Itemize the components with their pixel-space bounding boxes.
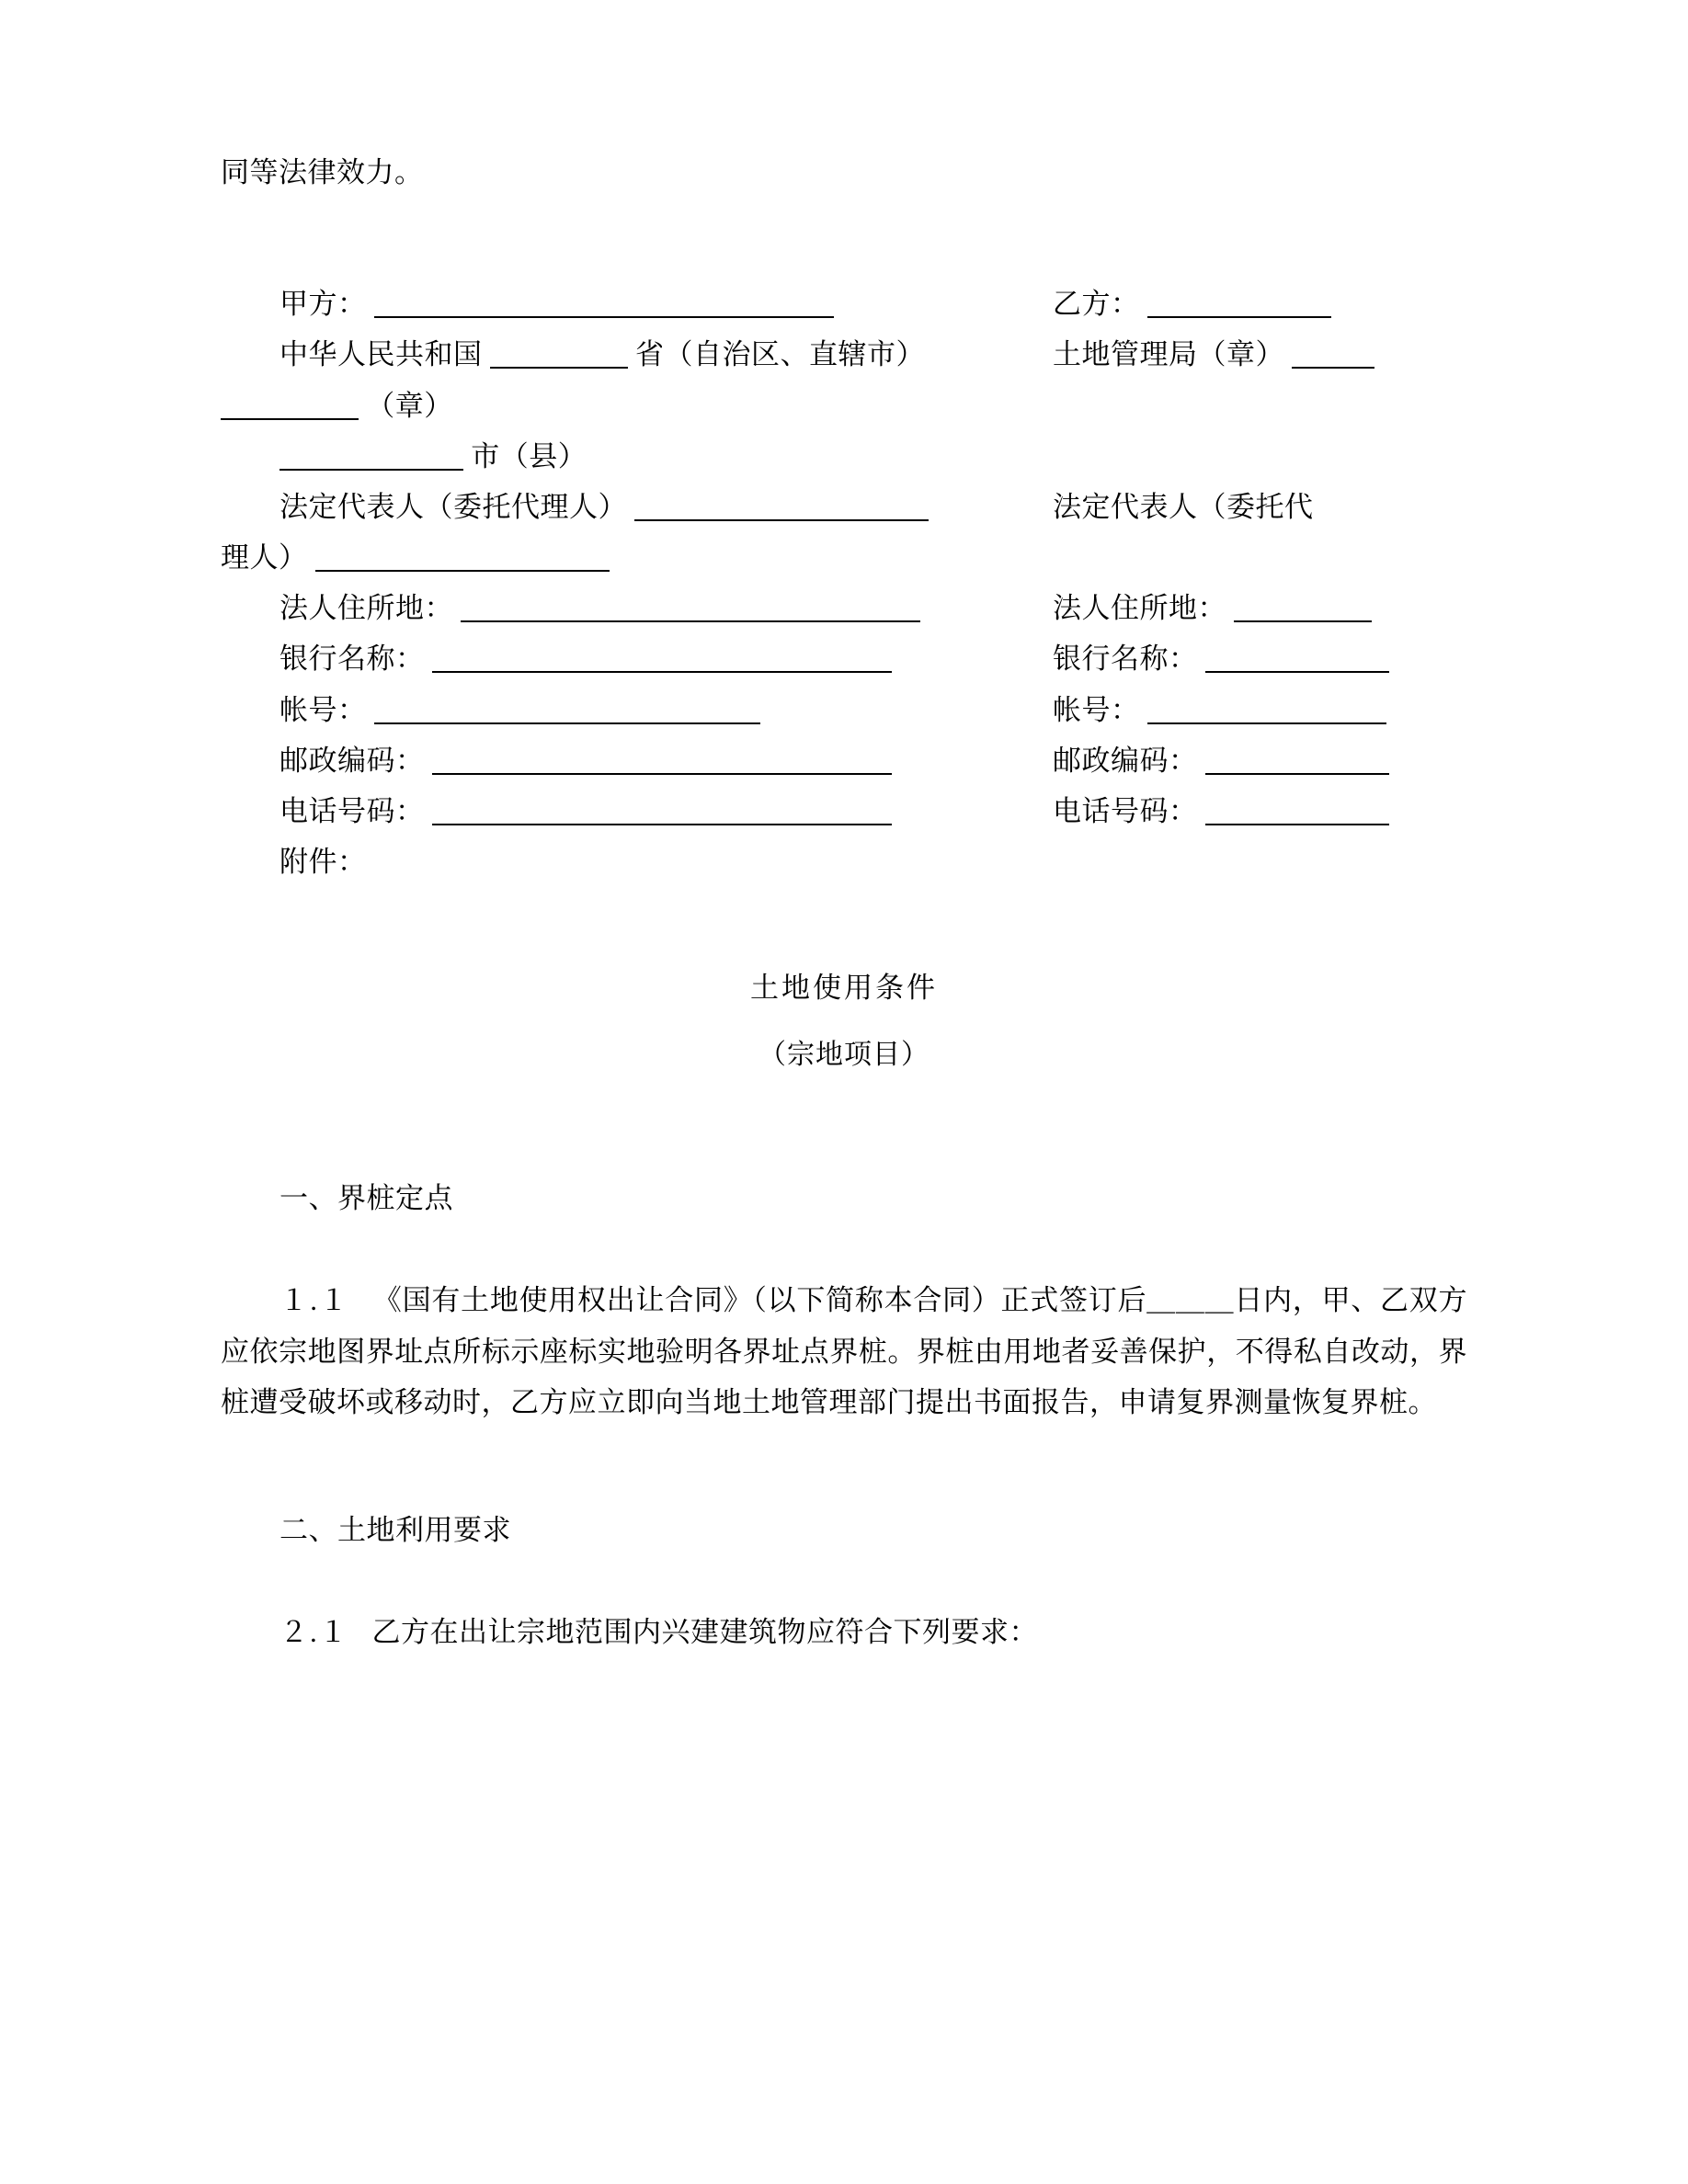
phone-b-cell bbox=[1053, 786, 1467, 836]
account-a-cell bbox=[221, 685, 1053, 735]
section-heading-1: 一、界桩定点 bbox=[279, 1182, 453, 1215]
bank-b-rule[interactable] bbox=[1205, 643, 1389, 673]
party-row bbox=[221, 279, 1467, 329]
phone-a-label: 电话号码： bbox=[279, 794, 425, 827]
postcode-a-rule[interactable] bbox=[432, 745, 892, 775]
party-a-country-cell bbox=[221, 329, 1053, 380]
address-b-cell bbox=[1053, 583, 1467, 633]
bank-b-label: 银行名称： bbox=[1053, 643, 1198, 676]
legal-rep-cont-cell bbox=[221, 532, 1053, 583]
account-b-cell bbox=[1053, 685, 1467, 735]
postcode-b-rule[interactable] bbox=[1205, 745, 1389, 775]
clause-1-1-number: １.１ bbox=[279, 1284, 350, 1317]
legal-rep-row bbox=[221, 482, 1467, 532]
clause-2-1 bbox=[221, 1607, 1467, 1657]
account-a-rule[interactable] bbox=[374, 695, 760, 724]
legal-rep-a-cell bbox=[221, 482, 1053, 532]
attachment-cell bbox=[221, 836, 1053, 887]
spacer bbox=[221, 1428, 1467, 1505]
seal-cell bbox=[221, 381, 1053, 431]
phone-b-label: 电话号码： bbox=[1053, 794, 1198, 827]
clause-2-1-text: 乙方在出让宗地范围内兴建建筑物应符合下列要求： bbox=[371, 1616, 1038, 1649]
address-b-label: 法人住所地： bbox=[1053, 592, 1226, 625]
bank-a-cell bbox=[221, 633, 1053, 684]
legal-rep-cont-row bbox=[221, 532, 1467, 583]
party-a-label: 甲方： bbox=[279, 288, 367, 321]
signature-block bbox=[221, 279, 1467, 887]
spacer bbox=[221, 1223, 1467, 1275]
postcode-b-label: 邮政编码： bbox=[1053, 744, 1198, 777]
attachment-subtitle: （宗地项目） bbox=[758, 1040, 930, 1071]
address-a-label: 法人住所地： bbox=[279, 592, 453, 625]
legal-rep-a-rule[interactable] bbox=[634, 492, 929, 521]
bank-b-cell bbox=[1053, 633, 1467, 684]
seal-label: （章） bbox=[366, 389, 453, 422]
legal-rep-cont-label: 理人） bbox=[221, 541, 308, 574]
postcode-a-label: 邮政编码： bbox=[279, 744, 425, 777]
land-bureau-cell bbox=[1053, 329, 1467, 380]
phone-b-rule[interactable] bbox=[1205, 796, 1389, 825]
account-a-label: 帐号： bbox=[279, 693, 367, 726]
field-row bbox=[221, 633, 1467, 684]
spacer bbox=[221, 887, 1467, 964]
clause-1-1-text: 《国有土地使用权出让合同》（以下简称本合同）正式签订后＿＿＿日内，甲、乙双方应依宗地图界址点所标示座标实地验明各界址点界桩。界桩由用地者妥善保护，不得私自改动，界桩遭受破坏或移动时，乙方应立即向当地土地管理部门提出书面报告，申请复界测量恢复界桩。 bbox=[221, 1284, 1468, 1418]
country-label: 中华人民共和国 bbox=[279, 338, 483, 371]
clause-2-1-number: ２.１ bbox=[279, 1616, 349, 1649]
attachment-row bbox=[221, 836, 1467, 887]
legal-rep-cont-rule[interactable] bbox=[315, 542, 610, 572]
phone-a-rule[interactable] bbox=[432, 796, 892, 825]
spacer bbox=[221, 198, 1467, 275]
spacer bbox=[221, 1555, 1467, 1607]
field-row bbox=[221, 583, 1467, 633]
address-a-rule[interactable] bbox=[461, 593, 920, 622]
clause-1-1 bbox=[221, 1275, 1467, 1428]
party-b-label: 乙方： bbox=[1053, 288, 1140, 321]
field-row bbox=[221, 786, 1467, 836]
attachment-label: 附件： bbox=[279, 846, 367, 879]
province-rule[interactable] bbox=[490, 339, 628, 369]
account-b-label: 帐号： bbox=[1053, 693, 1140, 726]
legal-rep-b-label: 法定代表人（委托代 bbox=[1053, 490, 1314, 523]
address-a-cell bbox=[221, 583, 1053, 633]
city-label: 市（县） bbox=[471, 439, 587, 472]
account-b-rule[interactable] bbox=[1147, 695, 1386, 724]
party-a-rule[interactable] bbox=[374, 289, 834, 318]
phone-a-cell bbox=[221, 786, 1053, 836]
postcode-b-cell bbox=[1053, 735, 1467, 786]
legal-rep-b-cell bbox=[1053, 482, 1467, 532]
city-rule[interactable] bbox=[279, 441, 463, 471]
land-bureau-rule[interactable] bbox=[1292, 339, 1374, 369]
party-b-cell bbox=[1053, 279, 1467, 329]
postcode-a-cell bbox=[221, 735, 1053, 786]
continuation-line: 同等法律效力。 bbox=[221, 156, 424, 188]
legal-rep-a-label: 法定代表人（委托代理人） bbox=[279, 490, 627, 523]
section-heading-2: 二、土地利用要求 bbox=[279, 1513, 511, 1546]
province-label: 省（自治区、直辖市） bbox=[635, 338, 925, 371]
attachment-title: 土地使用条件 bbox=[750, 972, 938, 1005]
seal-row bbox=[221, 381, 1467, 431]
party-a-cell bbox=[221, 279, 1053, 329]
bank-a-rule[interactable] bbox=[432, 643, 892, 673]
authority-row bbox=[221, 329, 1467, 380]
spacer bbox=[221, 1006, 1467, 1031]
field-row bbox=[221, 735, 1467, 786]
address-b-rule[interactable] bbox=[1234, 593, 1372, 622]
bank-a-label: 银行名称： bbox=[279, 643, 425, 676]
city-cell bbox=[221, 431, 1053, 482]
seal-rule[interactable] bbox=[221, 391, 359, 420]
party-b-rule[interactable] bbox=[1147, 289, 1331, 318]
spacer bbox=[221, 1072, 1467, 1173]
land-bureau-label: 土地管理局（章） bbox=[1053, 338, 1284, 371]
field-row bbox=[221, 685, 1467, 735]
city-row bbox=[221, 431, 1467, 482]
